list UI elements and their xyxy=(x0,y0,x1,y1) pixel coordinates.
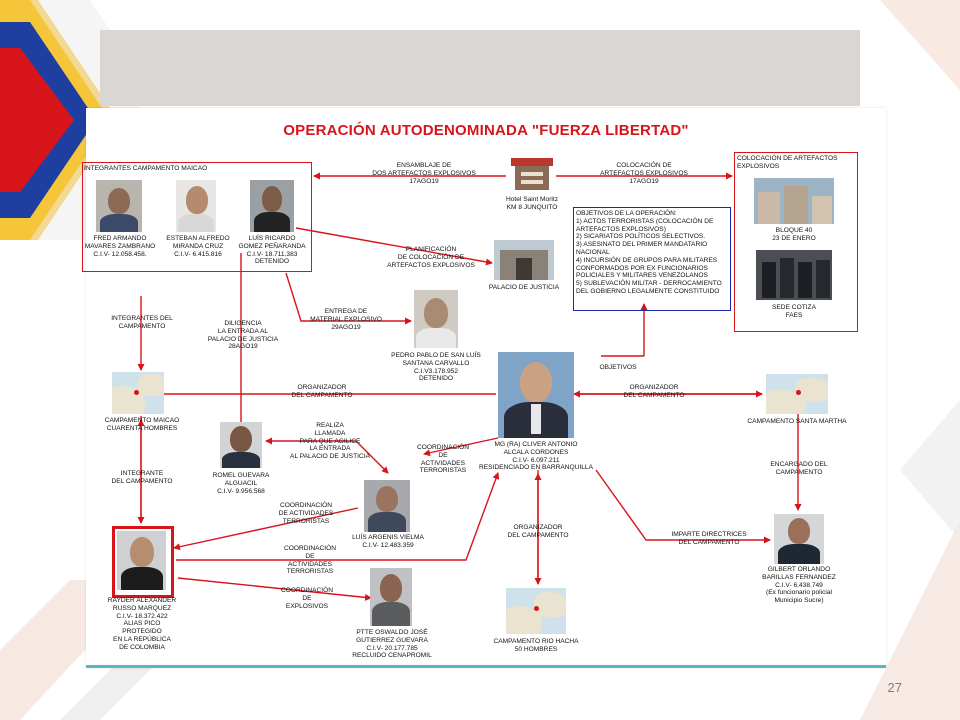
link-imparte xyxy=(596,470,770,540)
label-bloque40: BLOQUE 40 23 DE ENERO xyxy=(772,227,816,242)
link-label-coord-cliver: COORDINACIÓN DE ACTIVIDADES TERRORISTAS xyxy=(416,444,470,475)
link-label-colocacion: COLOCACIÓN DE ARTEFACTOS EXPLOSIVOS 17AGO19 xyxy=(600,162,688,185)
link-label-coord-argenis: COORDINACIÓN DE ACTIVIDADES TERRORISTAS xyxy=(278,502,334,525)
footer-line xyxy=(86,665,886,668)
label-luis-ricardo: LUÍS RICARDO GOMEZ PEÑARANDA C.I.V- 18.711.383 DETENIDO xyxy=(238,235,306,266)
diagram-title: OPERACIÓN AUTODENOMINADA "FUERZA LIBERTAD" xyxy=(283,122,689,139)
label-esteban: ESTEBAN ALFREDO MIRANDA CRUZ C.I.V- 6.415.816 xyxy=(166,235,230,258)
link-label-realiza: REALIZA LLAMADA PARA QUE AGILICE LA ENTRADA AL PALACIO DE JUSTICIA xyxy=(290,422,370,461)
photo-luis-ricardo xyxy=(250,180,294,232)
photo-gilbert xyxy=(774,514,824,564)
label-romel: ROMEL GUEVARA ALGUACIL C.I.V- 9.956.568 xyxy=(212,472,270,495)
link-label-organizador-left: ORGANIZADOR DEL CAMPAMENTO xyxy=(291,384,353,399)
photo-romel xyxy=(220,422,262,468)
label-sede-cotiza: SEDE COTIZA FAES xyxy=(772,304,816,319)
label-hotel: Hotel Saint Moritz KM 8 JUNQUITO xyxy=(505,196,559,211)
hotel-icon xyxy=(511,158,553,192)
label-fred: FRED ARMANDO MAVARES ZAMBRANO C.I.V- 12.058.458. xyxy=(84,235,156,258)
label-gilbert: GILBERT ORLANDO BARILLAS FERNANDEZ C.I.V- 6.438.749 (Ex funcionario policial Municipio Sucre) xyxy=(762,566,836,605)
photo-esteban xyxy=(176,180,216,232)
page-number: 27 xyxy=(887,680,902,695)
label-pedro: PEDRO PABLO DE SAN LUÍS SANTANA CARVALLO C.I.V3.178.952 DETENIDO xyxy=(391,352,481,383)
label-oswaldo: PTTE OSWALDO JOSÉ GUTIERREZ GUEVARA C.I.V- 20.177.785 RECLUIDO CENAPROMIL xyxy=(352,629,432,660)
photo-pedro xyxy=(414,290,458,348)
photo-fred xyxy=(96,180,142,232)
label-maicao: CAMPAMENTO MAICAO CUARENTA HOMBRES xyxy=(104,417,180,432)
label-cliver: MG (RA) CLIVER ANTONIO ALCALA CORDONES C.I.V- 6.097.211 RESIDENCIADO EN BARRANQUILLA xyxy=(479,441,593,472)
photo-palacio xyxy=(494,240,554,280)
link-label-diligencia: DILIGENCIA LA ENTRADA AL PALACIO DE JUSTICIA 28AGO19 xyxy=(207,320,279,351)
label-rayder: RAYDER ALEXANDER RUSSO MARQUEZ C.I.V- 18.372.422 ALIAS PICO PROTEGIDO EN LA REPÚBLICA DE COLOMBIA xyxy=(107,597,177,651)
label-palacio: PALACIO DE JUSTICIA xyxy=(488,284,560,291)
objetivos-list: OBJETIVOS DE LA OPERACIÓN: 1) ACTOS TERRORISTAS (COLOCACIÓN DE ARTEFACTOS EXPLOSIVOS) 2) SICARIATOS POLÍTICOS SELECTIVOS. 3) ASESINATO DEL PRIMER MANDATARIO NACIONAL 4) INCURSIÓN DE GRUPOS PARA MILITARES CONFORMADOS POR EX FUNCIONARIOS POLICIALES Y MILITARES VENEZOLANOS 5) SUBLEVACIÓN MILITAR - DERROCAMIENTO DEL GOBIERNO LEGALMENTE CONSTITUIDO xyxy=(576,210,722,295)
link-label-coord-rayder: COORDINACIÓN DE ACTIVIDADES TERRORISTAS xyxy=(283,545,337,576)
header-band xyxy=(100,30,860,106)
photo-bloque40 xyxy=(754,178,834,224)
map-santa-martha xyxy=(766,374,828,414)
link-label-objetivos: OBJETIVOS xyxy=(599,364,637,371)
photo-cliver xyxy=(498,352,574,438)
link-label-encargado: ENCARGADO DEL CAMPAMENTO xyxy=(770,461,828,476)
label-santa-martha: CAMPAMENTO SANTA MARTHA xyxy=(747,418,847,425)
map-rio-hacha xyxy=(506,588,566,634)
link-label-integrante-campamento: INTEGRANTE DEL CAMPAMENTO xyxy=(111,470,173,485)
label-rio-hacha: CAMPAMENTO RIO HACHA 50 HOMBRES xyxy=(493,638,579,653)
link-label-coord-explosivos: COORDINACIÓN DE EXPLOSIVOS xyxy=(280,587,334,610)
link-label-entrega: ENTREGA DE MATERIAL EXPLOSIVO 29AGO19 xyxy=(310,308,382,331)
link-label-organizador-right: ORGANIZADOR DEL CAMPAMENTO xyxy=(623,384,685,399)
map-maicao xyxy=(112,372,164,414)
photo-oswaldo xyxy=(370,568,412,626)
box-colocacion-header: COLOCACIÓN DE ARTEFACTOS EXPLOSIVOS xyxy=(737,155,838,170)
diagram-panel xyxy=(86,108,886,668)
photo-sede-cotiza xyxy=(756,250,832,300)
link-label-planificacion: PLANIFICACIÓN DE COLOCACIÓN DE ARTEFACTOS EXPLOSIVOS xyxy=(387,246,475,269)
box-integrantes-maicao-header: INTEGRANTES CAMPAMENTO MAICAO xyxy=(84,165,208,172)
label-luis-argenis: LUÍS ARGENIS VIELMA C.I.V- 12.483.359 xyxy=(352,534,424,549)
photo-rayder xyxy=(117,531,166,590)
photo-luis-argenis xyxy=(364,480,410,532)
link-label-ensamblaje: ENSAMBLAJE DE DOS ARTEFACTOS EXPLOSIVOS 17AGO19 xyxy=(372,162,476,185)
link-label-organizador-rio: ORGANIZADOR DEL CAMPAMENTO xyxy=(507,524,569,539)
link-label-imparte: IMPARTE DIRECTRICES DEL CAMPAMENTO xyxy=(671,531,747,546)
link-label-integrantes-campamento: INTEGRANTES DEL CAMPAMENTO xyxy=(111,315,173,330)
